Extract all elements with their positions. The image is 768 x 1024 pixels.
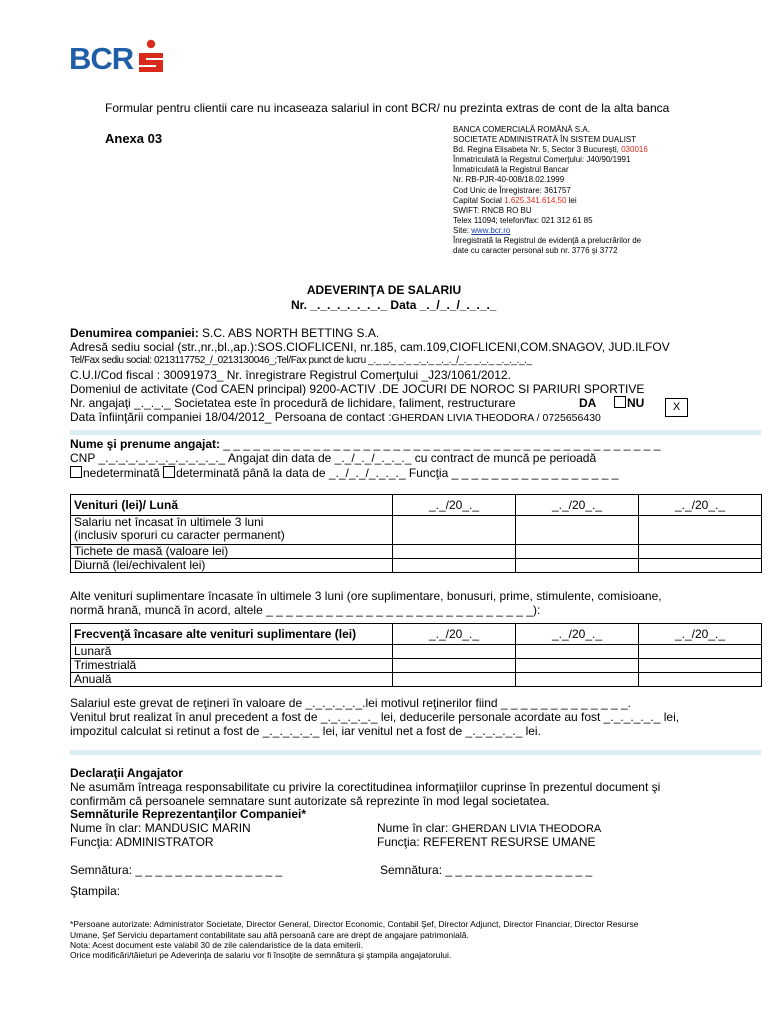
right-signature-field[interactable]: Semnătura: _ _ _ _ _ _ _ _ _ _ _ _ _ _ _ xyxy=(380,863,593,877)
bank-capital: Capital Social 1.625.341.614,50 lei xyxy=(453,195,577,205)
employee-name-row: Nume şi prenume angajat: _ _ _ _ _ _ _ _ _ _ _ _ _ _ _ _ _ _ _ _ _ _ _ _ _ _ _ _ _ _ _ _ _ _ _ _ _ _ _ _ _ _ _ _ xyxy=(70,437,661,451)
bank-line: Telex 11094; telefon/fax: 021 312 61 85 xyxy=(453,215,593,225)
employee-contract: nedeterminată determinată până la data de _._/_._/_._._._ Funcţia _ _ _ _ _ _ _ _ _ _ _ _ _ _ _ _ _ xyxy=(70,466,618,480)
deductions-l3: impozitul calculat si retinut a fost de _._._._._._ lei, iar venitul net a fost de _._._._._._ lei. xyxy=(70,724,541,738)
frequency-cell[interactable] xyxy=(639,673,762,687)
bank-line: date cu caracter personal sub nr. 3776 şi 3772 xyxy=(453,246,618,256)
right-signer-role: Funcţia: REFERENT RESURSE UMANE xyxy=(377,835,596,849)
company-name-row xyxy=(70,326,379,340)
income-cell[interactable] xyxy=(639,559,762,573)
frequency-cell[interactable] xyxy=(639,645,762,659)
left-signature-field[interactable]: Semnătura: _ _ _ _ _ _ _ _ _ _ _ _ _ _ _ xyxy=(70,863,283,877)
declaration-l2: confirmăm că persoanele semnatare sunt autorizate să reprezinte în mod legal societatea. xyxy=(70,794,550,808)
stamp-label: Ştampila: xyxy=(70,884,121,898)
income-cell[interactable] xyxy=(393,516,516,545)
bank-line: SWIFT: RNCB RO BU xyxy=(453,205,532,215)
nedeterminata-checkbox[interactable] xyxy=(70,466,82,478)
left-signer-role: Funcţia: ADMINISTRATOR xyxy=(70,835,214,849)
bcr-logo xyxy=(69,39,166,79)
bank-line: BANCA COMERCIALĂ ROMÂNĂ S.A. xyxy=(453,125,590,134)
logo-text: BCR xyxy=(69,41,134,76)
other-income-l2: normă hrană, muncă în acord, altele _ _ _ _ _ _ _ _ _ _ _ _ _ _ _ _ _ _ _ _ _ _ _ _ _ _ _): xyxy=(70,603,541,617)
income-row-tickets: Tichete de masă (valoare lei) xyxy=(71,545,393,559)
frequency-col: _._/20_._ xyxy=(516,624,639,645)
bcr-logo-icon xyxy=(136,39,166,79)
bank-info xyxy=(453,125,648,256)
company-name: S.C. ABS NORTH BETTING S.A. xyxy=(198,326,380,340)
deductions-l2: Venitul brut realizat în anul precedent a fost de _._._._._._ lei, deducerile personale acordate au fost _._._._._._ lei, xyxy=(70,710,680,724)
frequency-row-monthly: Lunară xyxy=(71,645,393,659)
bank-line: SOCIETATE ADMINISTRATĂ ÎN SISTEM DUALIST xyxy=(453,135,637,145)
bank-site-link[interactable]: www.bcr.ro xyxy=(471,225,511,235)
bank-line: Înmatriculată la Registrul Bancar xyxy=(453,165,569,175)
employee-cnp: CNP _._._._._._._._._._._._._ Angajat din data de _._/_._/_._._._ cu contract de muncă pe perioadă xyxy=(70,451,597,465)
bank-site: Site: www.bcr.ro xyxy=(453,225,511,235)
bank-address: Bd. Regina Elisabeta Nr. 5, Sector 3 Bucureşti, 030016 xyxy=(453,145,648,155)
frequency-cell[interactable] xyxy=(393,645,516,659)
form-intro: Formular pentru clientii care nu incaseaza salariul in cont BCR/ nu prezinta extras de cont de la alta banca xyxy=(105,101,670,115)
footnote-l1: *Persoane autorizate: Administrator Societate, Director General, Director Economic, Contabil Şef, Director Adjunct, Director Financiar, Director Resurse xyxy=(70,919,639,929)
frequency-cell[interactable] xyxy=(516,645,639,659)
bank-line: Cod Unic de Înregistrare: 361757 xyxy=(453,185,571,195)
footnote-l2: Umane, Şef Serviciu departament contabilitate sau altă persoană care are drept de angajare patrimonială. xyxy=(70,930,469,940)
option-da[interactable]: DA xyxy=(579,396,597,410)
frequency-row-annual: Anuală xyxy=(71,673,393,687)
signatures-title: Semnăturile Reprezentanţilor Companiei* xyxy=(70,807,307,821)
income-header: Venituri (lei)/ Lună xyxy=(71,495,393,516)
contact-person: GHERDAN LIVIA THEODORA / 0725656430 xyxy=(391,412,601,424)
company-domain: Domeniul de activitate (Cod CAEN principal) 9200-ACTIV .DE JOCURI DE NOROC SI PARIURI SPORTIVE xyxy=(70,382,645,396)
income-cell[interactable] xyxy=(639,545,762,559)
footnote-l3: Nota: Acest document este valabil 30 de zile calendaristice de la data emiterii. xyxy=(70,940,363,950)
company-founded: Data înfiinţării companiei 18/04/2012_ Persoana de contact :GHERDAN LIVIA THEODORA / 0725656430 xyxy=(70,410,601,424)
document-title: ADEVERINŢA DE SALARIU xyxy=(306,283,462,297)
frequency-header: Frecvenţă încasare alte venituri suplimentare (lei) xyxy=(71,624,393,645)
company-cui: C.U.I/Cod fiscal : 30091973_ Nr. înregistrare Registrul Comerţului _J23/1061/2012. xyxy=(70,368,511,382)
frequency-col: _._/20_._ xyxy=(393,624,516,645)
other-income-l1: Alte venituri suplimentare încasate în ultimele 3 luni (ore suplimentare, bonusuri, prime, stimulente, comisioane, xyxy=(70,589,662,603)
section-divider xyxy=(70,430,761,435)
declaration-l1: Ne asumăm întreaga responsabilitate cu privire la corectitudinea informaţiilor cuprinse în prezentul document şi xyxy=(70,780,661,794)
annex-label: Anexa 03 xyxy=(105,131,163,146)
income-row-diurna: Diurnă (lei/echivalent lei) xyxy=(71,559,393,573)
frequency-row-quarterly: Trimestrială xyxy=(71,659,393,673)
bank-line: Nr. RB-PJR-40-008/18.02.1999 xyxy=(453,175,565,185)
company-name-label: Denumirea companiei: xyxy=(70,326,199,340)
frequency-cell[interactable] xyxy=(393,673,516,687)
right-signer-name: Nume în clar: GHERDAN LIVIA THEODORA xyxy=(377,821,602,835)
bank-line: Înmatriculată la Registrul Comerţului: J40/90/1991 xyxy=(453,155,631,165)
frequency-cell[interactable] xyxy=(393,659,516,673)
bank-line: Înregistrată la Registrul de evidenţă a prelucrărilor de xyxy=(453,236,642,246)
frequency-cell[interactable] xyxy=(516,659,639,673)
income-col: _._/20_._ xyxy=(393,495,516,516)
determinata-checkbox[interactable] xyxy=(163,466,175,478)
income-cell[interactable] xyxy=(516,559,639,573)
option-nu[interactable]: NU xyxy=(614,396,644,410)
deductions-l1: Salariul este grevat de reţineri în valoare de _._._._._._.lei motivul reţinerilor fiind _ _ _ _ _ _ _ _ _ _ _ _ _. xyxy=(70,696,631,710)
footnote-l4: Orice modificări/tăieturi pe Adeverinţa de salariu vor fi însoţite de semnătura şi ştampila angajatorului. xyxy=(70,950,452,960)
income-col: _._/20_._ xyxy=(639,495,762,516)
nu-checkbox[interactable] xyxy=(614,396,626,408)
frequency-col: _._/20_._ xyxy=(639,624,762,645)
income-cell[interactable] xyxy=(639,516,762,545)
income-table xyxy=(70,494,762,573)
income-cell[interactable] xyxy=(516,545,639,559)
left-signer-name: Nume în clar: MANDUSIC MARIN xyxy=(70,821,251,835)
document-number: Nr. _._._._._._._._ Data _._/_._/_._._._ xyxy=(291,298,497,312)
income-cell[interactable] xyxy=(393,559,516,573)
frequency-cell[interactable] xyxy=(516,673,639,687)
company-phones: Tel/Fax sediu social: 0213117752_/_0213130046_;Tel/Fax punct de lucru _._ _._ _._ _._._ _._._/_._ _._._ _._._._._ xyxy=(70,355,532,366)
declaration-title: Declaraţii Angajator xyxy=(70,766,183,780)
company-employees: Nr. angajaţi _._._._ Societatea este în procedură de lichidare, faliment, restructurare xyxy=(70,396,516,410)
frequency-table xyxy=(70,623,762,687)
section-divider xyxy=(70,750,761,755)
income-row-salary: Salariu net încasat în ultimele 3 luni (inclusiv sporuri cu caracter permanent) xyxy=(71,516,393,545)
income-col: _._/20_._ xyxy=(516,495,639,516)
company-address: Adresă sediu social (str.,nr.,bl.,ap.):SOS.CIOFLICENI, nr.185, cam.109,CIOFLICENI,COM.SNAGOV, JUD.ILFOV xyxy=(70,340,670,354)
income-cell[interactable] xyxy=(393,545,516,559)
income-cell[interactable] xyxy=(516,516,639,545)
frequency-cell[interactable] xyxy=(639,659,762,673)
x-mark: X xyxy=(665,398,688,417)
